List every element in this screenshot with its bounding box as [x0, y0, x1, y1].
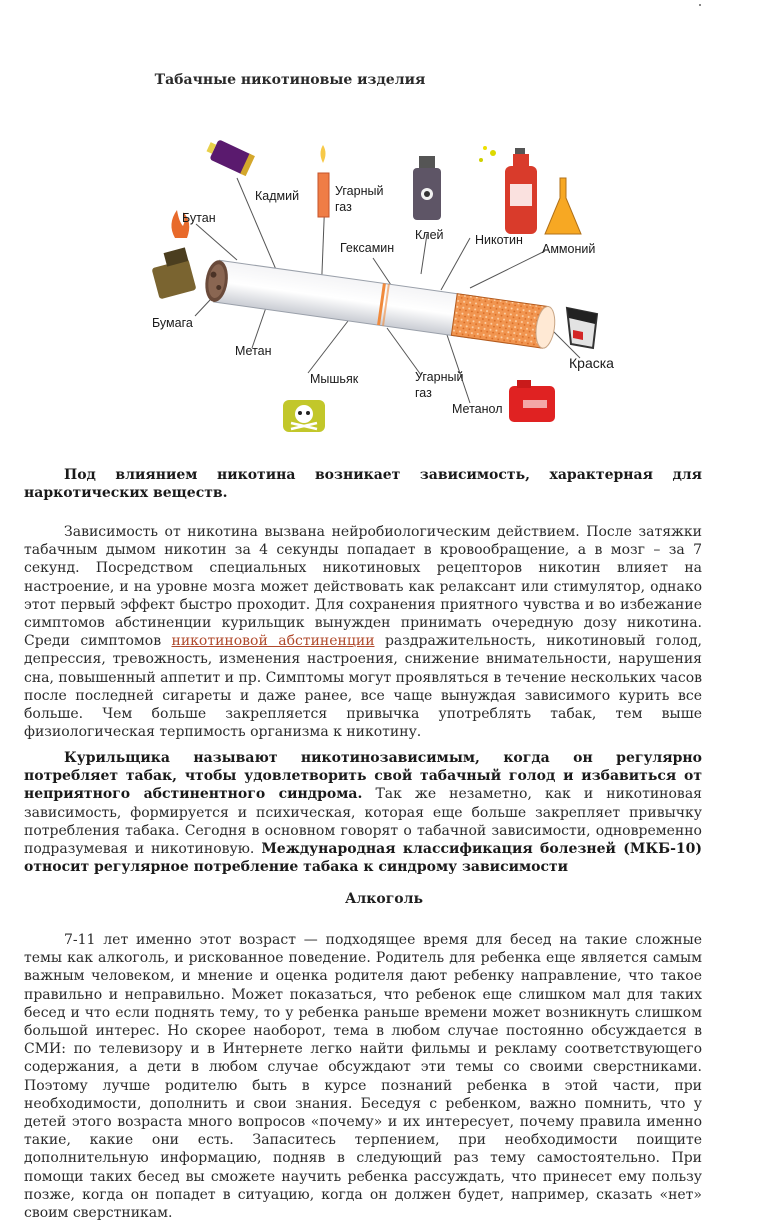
label-carbon-monoxide-bottom-1: Угарный [415, 370, 464, 384]
candle-icon [318, 145, 329, 217]
paint-bucket-icon [567, 308, 597, 348]
label-nicotine: Никотин [475, 233, 523, 247]
paragraph-nicotine-dependence-text: Под влиянием никотина возникает зависимость, характерная для наркотических веществ. [24, 467, 702, 502]
label-ammonium: Аммоний [542, 242, 596, 256]
label-arsenic: Мышьяк [310, 372, 359, 386]
label-carbon-monoxide-bottom-2: газ [415, 386, 432, 400]
section-title-tobacco: Табачные никотиновые изделия [154, 72, 426, 88]
glue-bottle-icon [413, 156, 441, 220]
label-glue: Клей [415, 228, 444, 242]
paragraph-neurobiology [24, 523, 702, 741]
label-paper: Бумага [152, 316, 193, 330]
battery-icon [204, 137, 255, 176]
label-cadmium: Кадмий [255, 189, 300, 203]
jerry-can-icon [509, 380, 555, 422]
paragraph-smoker-definition [24, 749, 702, 876]
paragraph-nicotine-dependence [24, 466, 702, 502]
flask-icon [545, 178, 581, 234]
label-carbon-monoxide-top-2: газ [335, 200, 352, 214]
paragraph-smoker-bold-2: Международная классификация болезней (МКБ-10) относит регулярное потребление табака к синдрому зависимости [24, 841, 702, 876]
paragraph-smoker-bold-1: Курильщика называют никотинозависимым, когда он регулярно потребляет табак, чтобы удовлетворить свой табачный голод и избавиться от неприятного абстинентного синдрома. [24, 750, 702, 803]
label-butane: Бутан [182, 211, 216, 225]
cigarette-composition-figure [125, 118, 614, 448]
paragraph-neurobiology-part1: Зависимость от никотина вызвана нейробиологическим действием. После затяжки табачным дымом никотин за 4 секунды попадает в кровообращение, а в мозг – за 7 секунд. Посредством специальных никотиновых рецепторов никотин влияет на настроение, и на уровне мозга может действовать как релаксант или стимулятор, однако этот первый эффект быстро проходит. Для сохранения приятного чувства и во избежание симптомов абстиненции курильщик вынужден принимать очередную дозу никотина. Среди симптомов [24, 524, 702, 650]
label-carbon-monoxide-top-1: Угарный [335, 184, 384, 198]
corner-dot [699, 4, 701, 6]
section-title-alcohol: Алкоголь [344, 891, 423, 907]
label-methanol: Метанол [452, 402, 503, 416]
nicotine-withdrawal-link[interactable]: никотиновой абстиненции [171, 633, 375, 650]
skull-icon [283, 400, 325, 432]
label-hexamine: Гексамин [340, 241, 395, 255]
spray-can-icon [479, 146, 537, 234]
paragraph-alcohol-talk: 7-11 лет именно этот возраст — подходящее время для бесед на такие сложные темы как алкоголь, и рискованное поведение. Родитель для ребенка еще является самым важным человеком, и мнение и оценка родителя дают ребенку направление, что такое правильно и неправильно. Может показаться, что ребенок еще слишком мал для таких бесед и что если поднять тему, то у ребенка раньше времени может возникнуть слишком большой интерес. Но скорее наоборот, тема в любом случае постоянно обсуждается в СМИ: по телевизору и в Интернете легко найти фильмы и рекламу соответствующего содержания, а дети в любом случае обсуждают эти темы со своими сверстниками. Поэтому лучше родителю быть в курсе познаний ребенка в этой части, при необходимости, дополнить и свои знания. Беседуя с ребенком, важно помнить, что у детей этого возраста много вопросов «почему» и их интересует, почему правила именно такие, какие они есть. Запаситесь терпением, при необходимости поищите дополнительную информацию, подняв в следующий раз тему самостоятельно. При помощи таких бесед вы сможете научить ребенка рассуждать, что принесет ему пользу позже, когда он попадет в ситуацию, когда он должен будет, например, сказать «нет» своим сверстникам. [24, 932, 702, 1222]
label-paint: Краска [569, 355, 614, 371]
paragraph-smoker-normal: Так же незаметно, как и никотиновая зависимость, формируется и психическая, которая еще больше закрепляет привычку потребления табака. Сегодня в основном говорят о табачной зависимости, одновременно подразумевая и никотиновую. [24, 786, 702, 858]
paragraph-neurobiology-part2: раздражительность, никотиновый голод, депрессия, тревожность, изменения настроения, снижение внимательности, нарушения сна, повышенный аппетит и пр. Симптомы могут проявляться в течение нескольких часов после последней сигареты и даже ранее, все чаще вынуждая зависимого курить все больше. Чем больше закрепляется привычка употреблять табак, тем выше физиологическая терпимость организма к никотину. [24, 633, 702, 741]
label-methane: Метан [235, 344, 272, 358]
